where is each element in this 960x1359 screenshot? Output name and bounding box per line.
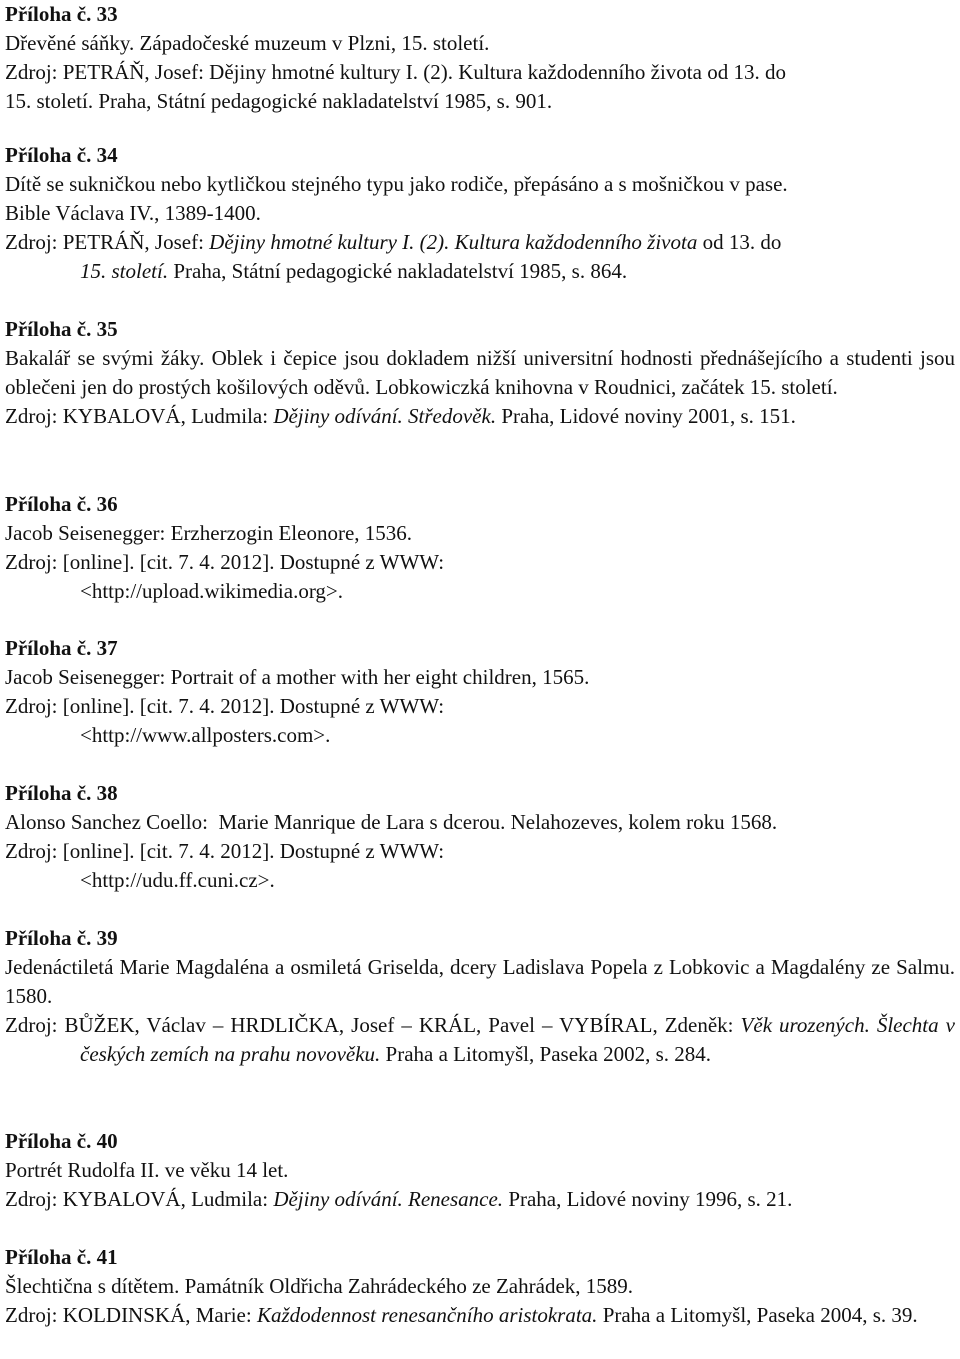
appendix-description: Bible Václava IV., 1389-1400. [5, 201, 261, 225]
appendix-description: Jacob Seisenegger: Portrait of a mother with her eight children, 1565. [5, 665, 590, 689]
appendix-source: Zdroj: KYBALOVÁ, Ludmila: Dějiny odívání. Středověk. Praha, Lidové noviny 2001, s. 151. [5, 404, 796, 428]
source-url: <http://www.allposters.com>. [80, 723, 331, 747]
appendix-entry-38 [5, 779, 955, 895]
appendix-heading: Příloha č. 34 [5, 143, 118, 167]
appendix-description: Jedenáctiletá Marie Magdaléna a osmiletá Griselda, dcery Ladislava Popela z Lobkovic a Magdalény ze Salmu. 1580. [5, 955, 955, 1008]
appendix-description: Šlechtična s dítětem. Památník Oldřicha Zahrádeckého ze Zahrádek, 1589. [5, 1274, 634, 1298]
appendix-entry-40 [5, 1127, 955, 1214]
appendix-description: Dřevěné sáňky. Západočeské muzeum v Plzni, 15. století. [5, 31, 490, 55]
appendix-entry-34 [5, 141, 955, 286]
appendix-description: Bakalář se svými žáky. Oblek i čepice jsou dokladem nižší universitní hodnosti přednášejícího a studenti jsou oblečeni jen do prostých košilových oděvů. Lobkowiczká knihovna v Roudnici, začátek 15. století. [5, 346, 955, 399]
appendix-heading: Příloha č. 38 [5, 781, 118, 805]
appendix-description: Alonso Sanchez Coello: Marie Manrique de Lara s dcerou. Nelahozeves, kolem roku 1568. [5, 810, 778, 834]
appendix-source: Zdroj: KOLDINSKÁ, Marie: Každodennost renesančního aristokrata. Praha a Litomyšl, Paseka 2004, s. 39. [5, 1303, 918, 1327]
appendix-heading: Příloha č. 33 [5, 2, 118, 26]
appendix-heading: Příloha č. 40 [5, 1129, 118, 1153]
appendix-source: Zdroj: [online]. [cit. 7. 4. 2012]. Dostupné z WWW: [5, 694, 445, 718]
source-url: <http://udu.ff.cuni.cz>. [80, 868, 275, 892]
appendix-heading: Příloha č. 37 [5, 636, 118, 660]
source-url: <http://upload.wikimedia.org>. [80, 579, 344, 603]
appendix-heading: Příloha č. 35 [5, 317, 118, 341]
appendix-entry-41 [5, 1243, 955, 1330]
appendix-entry-33 [5, 0, 955, 116]
appendix-source: Zdroj: PETRÁŇ, Josef: Dějiny hmotné kultury I. (2). Kultura každodenního života od 13. do 15. století. Praha, Státní pedagogické nakladatelství 1985, s. 864. [5, 230, 782, 283]
appendix-heading: Příloha č. 36 [5, 492, 118, 516]
appendix-entry-36 [5, 490, 955, 606]
appendix-source: Zdroj: [online]. [cit. 7. 4. 2012]. Dostupné z WWW: [5, 550, 445, 574]
appendix-source: Zdroj: BŮŽEK, Václav – HRDLIČKA, Josef – KRÁL, Pavel – VYBÍRAL, Zdeněk: Věk urozených. Šlechta v českých zemích na prahu novověku. Praha a Litomyšl, Paseka 2002, s. 284. [5, 1013, 955, 1066]
appendix-source: Zdroj: KYBALOVÁ, Ludmila: Dějiny odívání. Renesance. Praha, Lidové noviny 1996, s. 21. [5, 1187, 793, 1211]
appendix-heading: Příloha č. 39 [5, 926, 118, 950]
appendix-description: Jacob Seisenegger: Erzherzogin Eleonore, 1536. [5, 521, 413, 545]
appendix-source: Zdroj: PETRÁŇ, Josef: Dějiny hmotné kultury I. (2). Kultura každodenního života od 13. do [5, 60, 786, 84]
appendix-entry-35 [5, 315, 955, 431]
appendix-source: Zdroj: [online]. [cit. 7. 4. 2012]. Dostupné z WWW: [5, 839, 445, 863]
appendix-heading: Příloha č. 41 [5, 1245, 118, 1269]
appendix-entry-37 [5, 634, 955, 750]
appendix-description: Portrét Rudolfa II. ve věku 14 let. [5, 1158, 289, 1182]
appendix-entry-39 [5, 924, 955, 1069]
appendix-source: 15. století. Praha, Státní pedagogické nakladatelství 1985, s. 901. [5, 89, 553, 113]
appendix-description: Dítě se sukničkou nebo kytličkou stejného typu jako rodiče, přepásáno a s mošničkou v pase. [5, 172, 788, 196]
